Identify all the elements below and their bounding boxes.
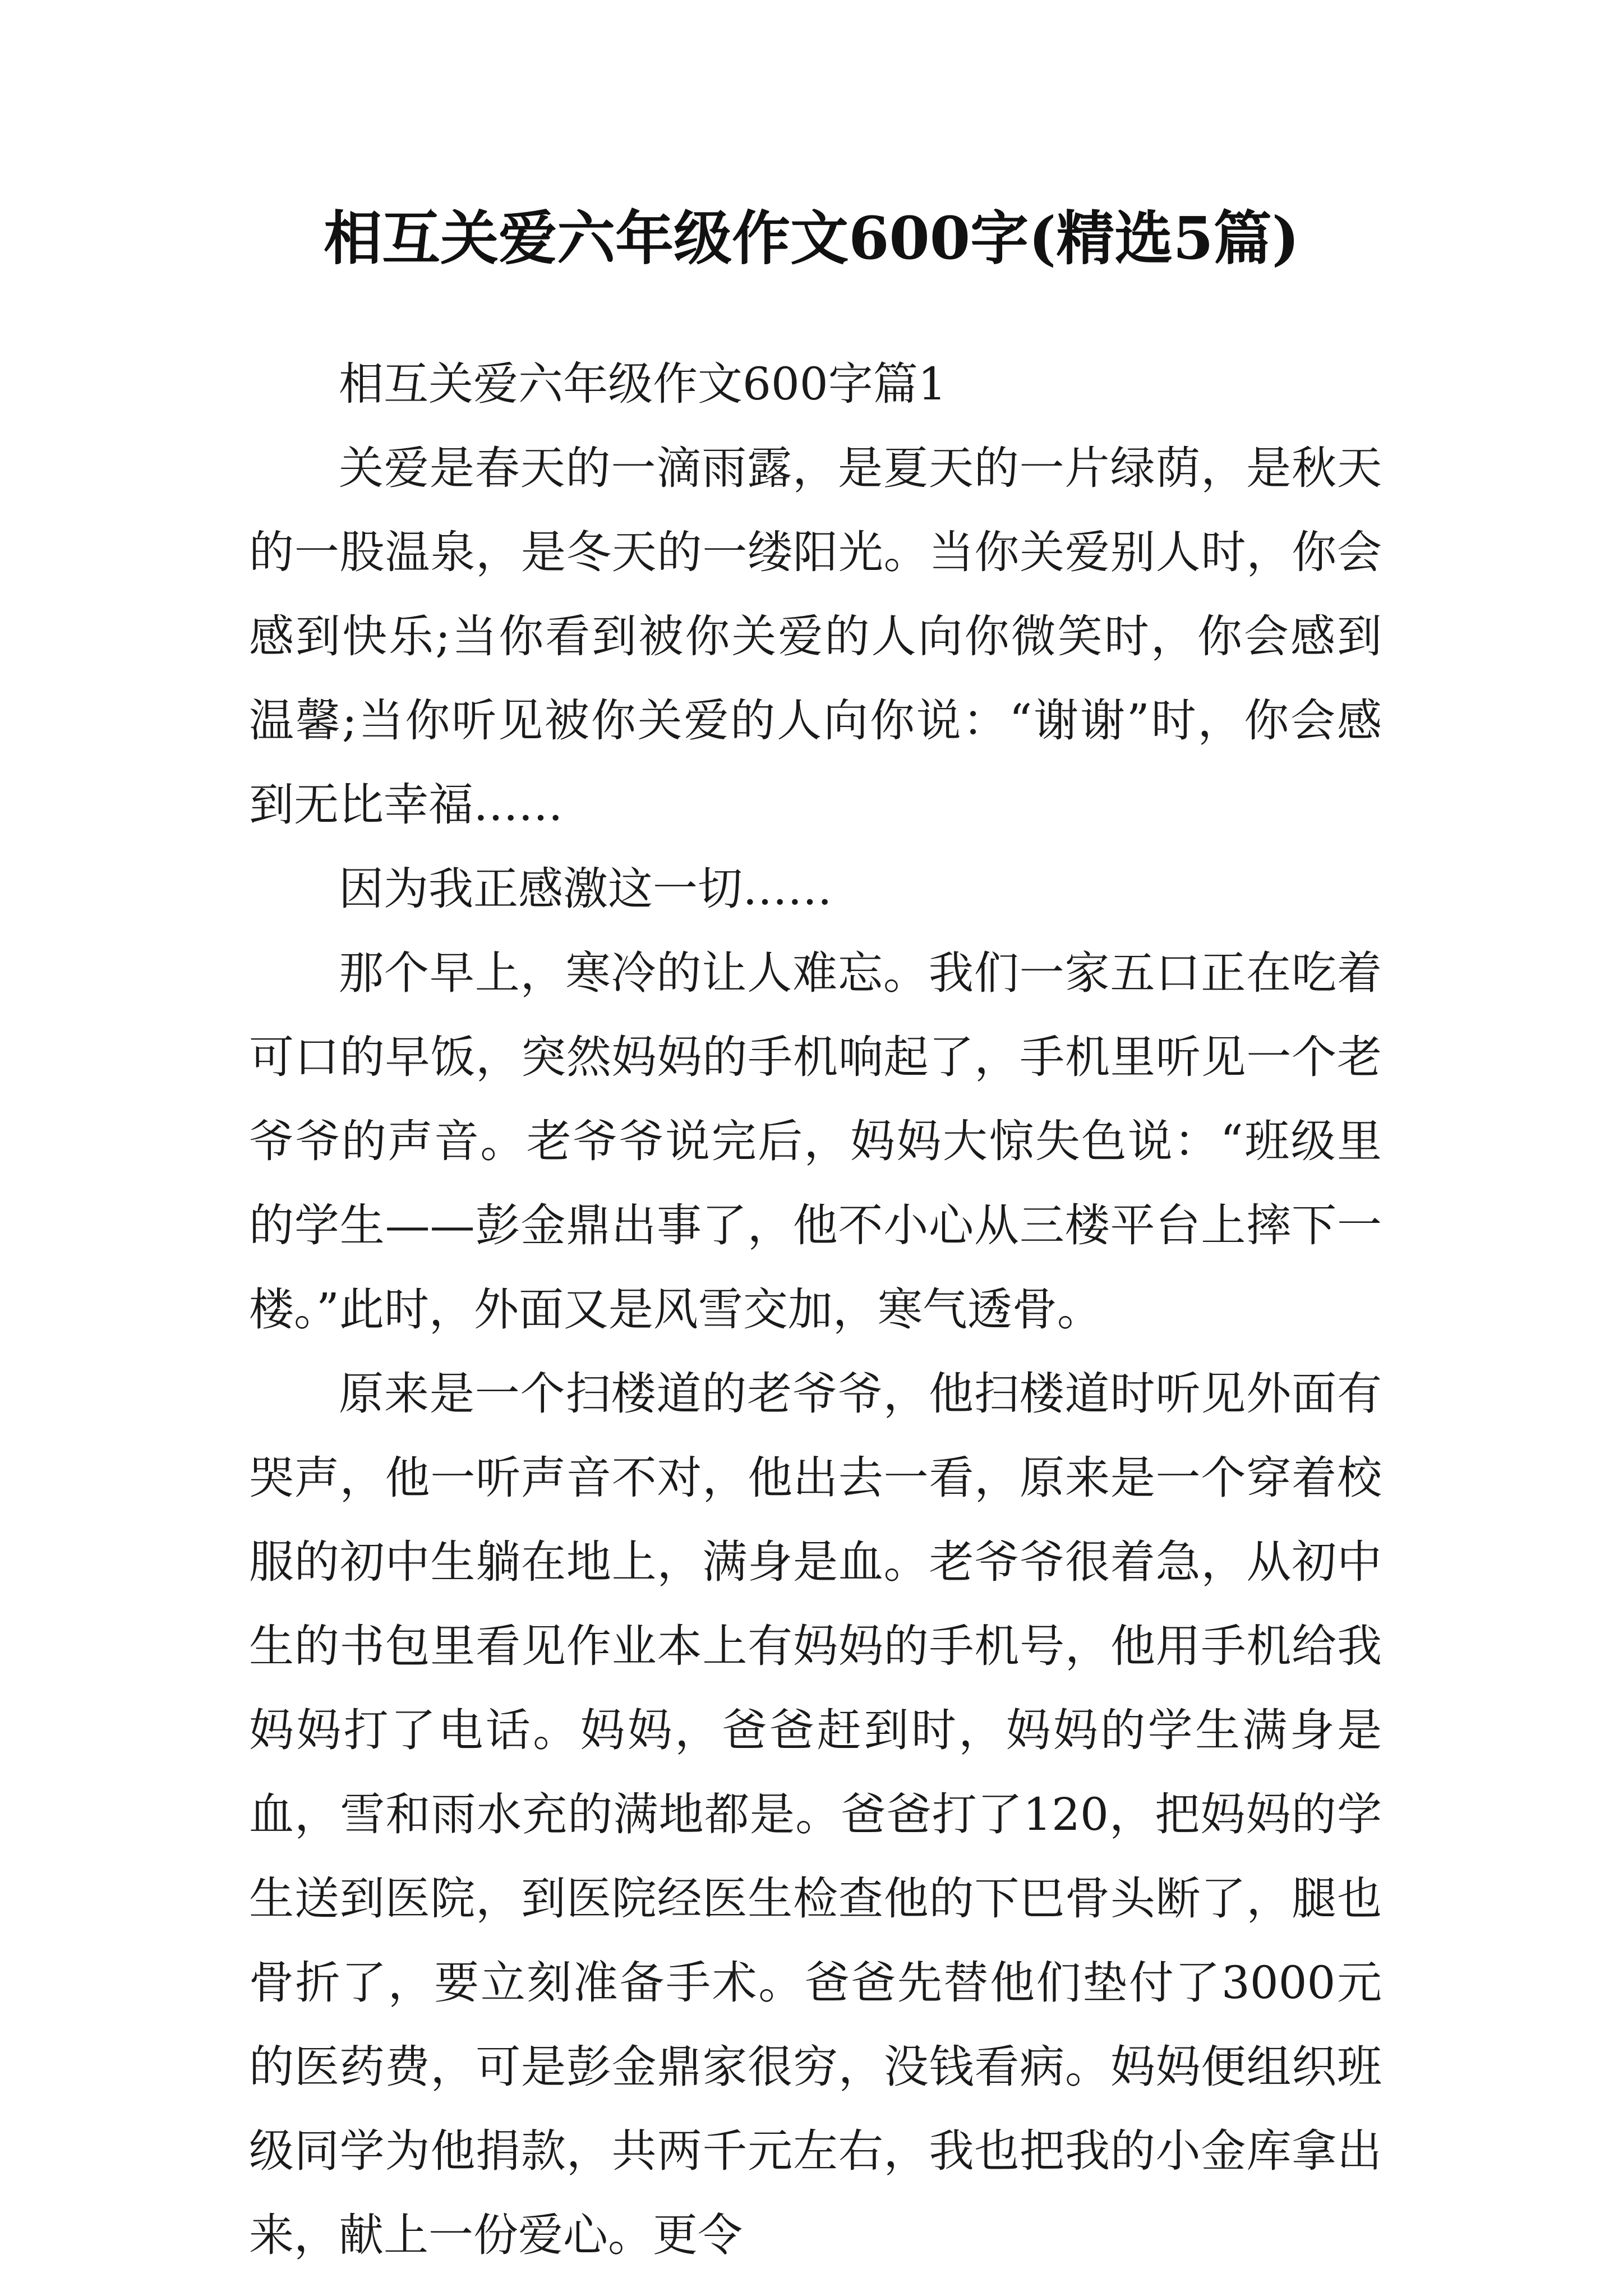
document-title: 相互关爱六年级作文600字(精选5篇) [324, 204, 1299, 273]
paragraph: 原来是一个扫楼道的老爷爷，他扫楼道时听见外面有哭声，他一听声音不对，他出去一看，原来是一个穿着校服的初中生躺在地上，满身是血。老爷爷很着急，从初中生的书包里看见作业本上有妈妈的手机号，他用手机给我妈妈打了电话。妈妈，爸爸赶到时，妈妈的学生满身是血，雪和雨水充的满地都是。爸爸打了120，把妈妈的学生送到医院，到医院经医生检查他的下巴骨头断了，腿也骨折了，要立刻准备手术。爸爸先替他们垫付了3000元的医药费，可是彭金鼎家很穷，没钱看病。妈妈便组织班级同学为他捐款，共两千元左右，我也把我的小金库拿出来，献上一份爱心。更令 [249, 1368, 1382, 2261]
paragraph: 关爱是春天的一滴雨露，是夏天的一片绿荫，是秋天的一股温泉，是冬天的一缕阳光。当你关爱别人时，你会感到快乐;当你看到被你关爱的人向你微笑时，你会感到温馨;当你听见被你关爱的人向你说：“谢谢”时，你会感到无比幸福…… [249, 442, 1382, 831]
section-heading: 相互关爱六年级作文600字篇1 [339, 358, 947, 410]
document-body [249, 342, 1382, 2277]
paragraph: 因为我正感激这一切…… [339, 863, 832, 915]
paragraph: 那个早上，寒冷的让人难忘。我们一家五口正在吃着可口的早饭，突然妈妈的手机响起了，手机里听见一个老爷爷的声音。老爷爷说完后，妈妈大惊失色说：“班级里的学生——彭金鼎出事了，他不小心从三楼平台上摔下一楼。”此时，外面又是风雪交加，寒气透骨。 [249, 947, 1382, 1336]
